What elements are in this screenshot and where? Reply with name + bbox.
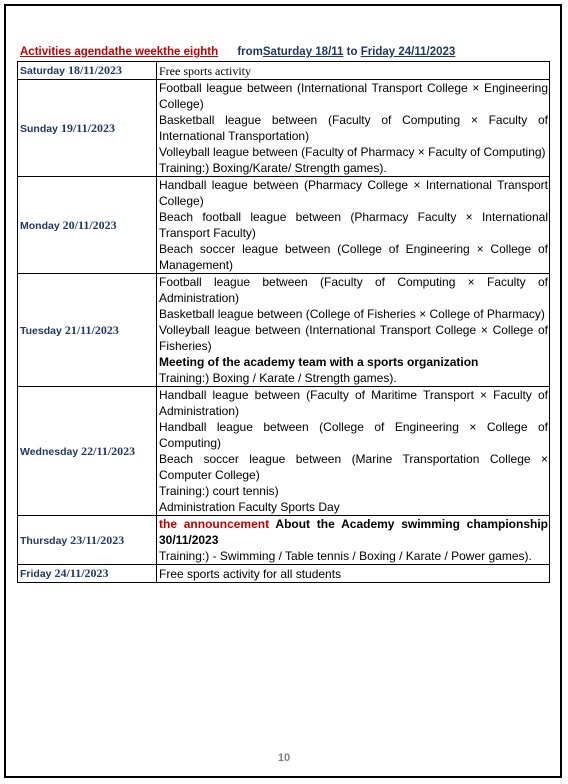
agenda-date-range [237,46,455,58]
day-name: Tuesday [20,324,62,337]
activity-line: Free sports activity [159,63,251,78]
day-cell [18,80,157,177]
announcement-text: About the Academy swimming championship 30/11/2023 [159,517,548,547]
activity-cell [157,516,550,565]
activity-cell [157,177,550,274]
activity-line: Training:) court tennis) [159,484,279,498]
activity-line: Football league between (International Transport College × Engineering College) [159,81,548,111]
activity-line: Volleyball league between (Faculty of Pharmacy × Faculty of Computing) [159,145,546,159]
day-name: Thursday [20,534,68,547]
day-cell [18,516,157,565]
activity-line: Basketball league between (College of Fisheries × College of Pharmacy) [159,307,545,321]
day-date: 22/11/2023 [81,443,136,458]
activity-line: Free sports activity for all students [159,566,342,581]
table-row-thursday [18,516,550,565]
activity-line: Training:) Boxing / Karate / Strength games). [159,371,397,385]
range-prefix: from [237,46,263,58]
activity-line: Basketball league between (Faculty of Computing × Faculty of International Transportation) [159,113,548,143]
activity-cell [157,62,550,80]
day-date: 19/11/2023 [60,120,115,135]
activity-line: Administration Faculty Sports Day [159,500,340,514]
activity-cell [157,274,550,387]
table-row-wednesday [18,387,550,516]
activity-line: Training:) Boxing/Karate/ Strength games). [159,161,387,175]
day-date: 21/11/2023 [64,322,119,337]
range-to-word: to [343,46,361,58]
activity-line: Beach football league between (Pharmacy Faculty × International Transport Faculty) [159,210,548,240]
activity-line: Training:) - Swimming / Table tennis / Boxing / Karate / Power games). [159,549,532,563]
activity-line: Handball league between (Pharmacy College × International Transport College) [159,178,548,208]
agenda-header [20,46,550,58]
day-cell [18,387,157,516]
table-row-tuesday [18,274,550,387]
activity-line: Handball league between (College of Engineering × College of Computing) [159,420,548,450]
agenda-title: Activities agendathe weekthe eighth [20,46,219,58]
range-to: Friday 24/11/2023 [360,46,456,58]
activity-line: Football league between (Faculty of Computing × Faculty of Administration) [159,275,548,305]
activity-line-highlight: Meeting of the academy team with a sports organization [159,355,479,369]
day-date: 23/11/2023 [70,532,125,547]
day-name: Saturday [20,65,65,77]
page-number: 10 [277,752,291,764]
day-cell [18,565,157,583]
activity-line: Handball league between (Faculty of Maritime Transport × Faculty of Administration) [159,388,548,418]
activity-line: Volleyball league between (International Transport College × College of Fisheries) [159,323,548,353]
day-cell [18,177,157,274]
day-name: Monday [20,219,60,232]
range-from: Saturday 18/11 [262,46,344,58]
table-row-sunday [18,80,550,177]
table-row-saturday [18,62,550,80]
day-date: 20/11/2023 [62,217,117,232]
table-row-monday [18,177,550,274]
day-date: 18/11/2023 [67,63,122,77]
agenda-table [17,61,550,583]
day-cell [18,62,157,80]
table-row-friday [18,565,550,583]
day-name: Wednesday [20,445,79,458]
activity-line: Beach soccer league between (Marine Transportation College × Computer College) [159,452,548,482]
activity-line: Beach soccer league between (College of Engineering × College of Management) [159,242,548,272]
announcement-label: the announcement [159,517,270,531]
day-name: Friday [20,568,52,580]
day-date: 24/11/2023 [54,566,109,580]
activity-cell [157,565,550,583]
day-cell [18,274,157,387]
activity-cell [157,387,550,516]
activity-cell [157,80,550,177]
announcement-line [159,516,548,548]
day-name: Sunday [20,122,58,135]
